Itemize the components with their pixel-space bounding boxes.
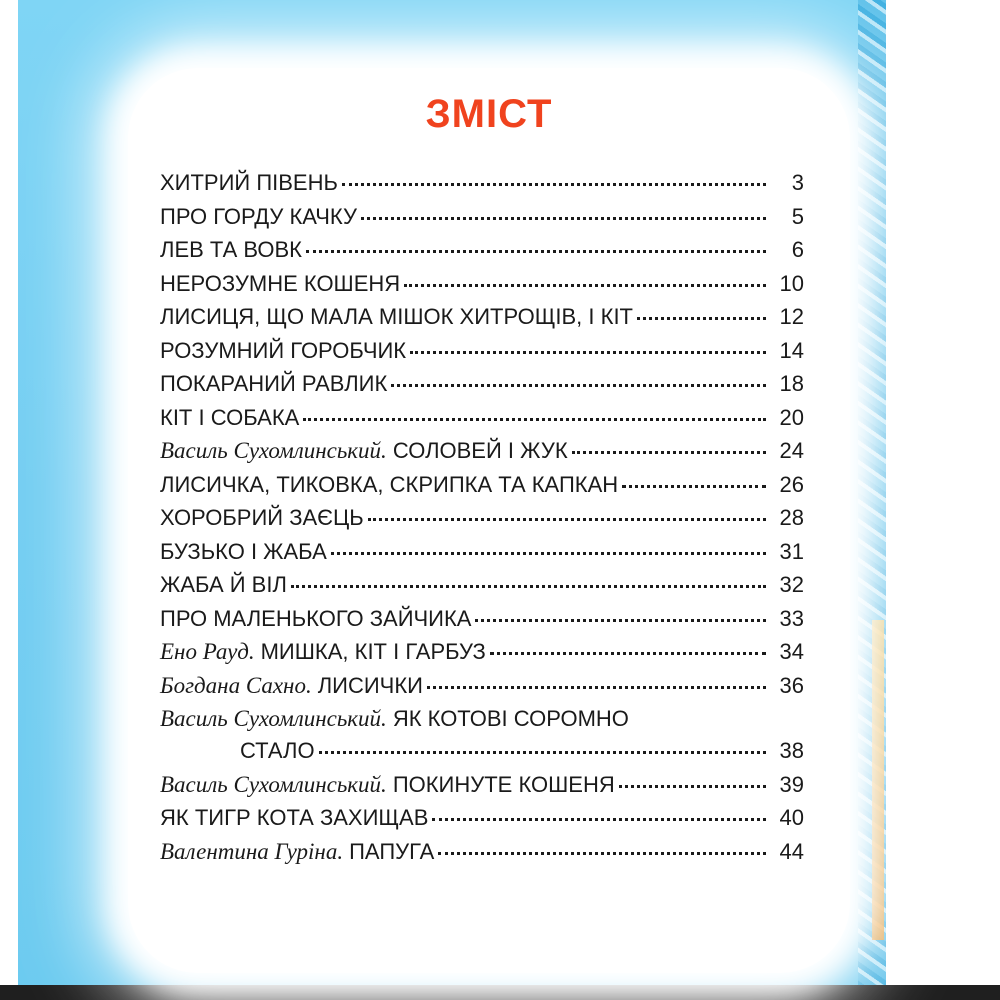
toc-entry-page: 33 [779,605,804,631]
toc-entry-title: ПРО ГОРДУ КАЧКУ [160,203,357,229]
toc-entry-author: Василь Сухомлинський. [160,438,387,463]
toc-entry[interactable] [160,505,804,539]
toc-entry-page: 18 [779,371,804,396]
toc-entry-title-cont: СТАЛО [240,738,315,763]
page-bottom-edge [0,985,1000,1000]
toc-entry-title: ХОРОБРИЙ ЗАЄЦЬ [160,505,364,530]
toc-entry-page: 26 [779,471,804,497]
dot-leader [490,652,766,655]
toc-entry-title: ЛИСИЧКА, ТИКОВКА, СКРИПКА ТА КАПКАН [160,471,619,497]
toc-entry[interactable] [160,304,804,338]
toc-entry-title: РОЗУМНИЙ ГОРОБЧИК [160,337,407,363]
toc-entry[interactable] [160,772,804,806]
toc-entry[interactable] [160,839,804,873]
toc-entry-page: 28 [779,505,804,530]
toc-entry-page: 20 [779,404,804,430]
toc-entry-title: МИШКА, КІТ І ГАРБУЗ [260,639,486,664]
toc-entry-author: Валентина Гуріна. [160,838,344,864]
toc-entry-title: ЯК КОТОВІ СОРОМНО [392,706,629,731]
toc-entry-page: 5 [791,203,804,229]
dot-leader [432,818,766,821]
toc-entry-title: ЖАБА Й ВІЛ [160,572,287,597]
toc-entry-title: ХИТРИЙ ПІВЕНЬ [160,170,338,195]
toc-entry[interactable] [160,438,804,472]
toc-entry-title: БУЗЬКО І ЖАБА [160,538,327,564]
toc-entry[interactable] [160,805,804,839]
page-title: ЗМІСТ [425,92,553,136]
dot-leader [303,418,766,421]
dot-leader [427,686,766,689]
toc-entry[interactable] [160,606,804,640]
dot-leader [572,451,766,454]
dot-leader [361,217,766,220]
toc-entry-page: 44 [779,838,804,864]
toc-entry[interactable] [160,572,804,606]
dot-leader [622,485,766,488]
toc-entry-page: 3 [791,170,804,195]
toc-entry-title: ПОКИНУТЕ КОШЕНЯ [392,771,615,797]
toc-entry-author: Ено Рауд. [160,639,255,664]
toc-entry-page: 12 [779,304,804,329]
toc-entry-page: 34 [779,639,804,664]
toc-entry[interactable] [160,237,804,271]
toc-entry-title: ПРО МАЛЕНЬКОГО ЗАЙЧИКА [160,605,472,631]
toc-entry-author: Василь Сухомлинський. [160,771,387,797]
dot-leader [331,552,766,555]
toc-entry-title: ПАПУГА [349,838,435,864]
toc-entry-page: 10 [779,270,804,296]
dot-leader [619,785,766,788]
toc-entry[interactable] [160,204,804,238]
toc-entry-page: 36 [779,672,804,698]
toc-entry[interactable] [160,706,804,738]
toc-entry-continuation[interactable] [160,738,804,772]
dot-leader [391,384,766,387]
table-of-contents [160,170,804,872]
toc-entry-page: 24 [779,438,804,463]
toc-entry-title: ЛИСИЧКИ [317,672,423,698]
toc-entry[interactable] [160,405,804,439]
toc-entry-page: 32 [779,572,804,597]
toc-entry[interactable] [160,539,804,573]
toc-entry-title: ПОКАРАНИЙ РАВЛИК [160,371,388,396]
dot-leader [410,351,766,354]
toc-entry-page: 39 [779,771,804,797]
dot-leader [438,852,766,855]
toc-entry-title: ЛЕВ ТА ВОВК [160,237,302,262]
toc-entry-page: 31 [779,538,804,564]
toc-entry-page: 40 [779,805,804,830]
dot-leader [342,183,766,186]
toc-entry-title: НЕРОЗУМНЕ КОШЕНЯ [160,270,401,296]
toc-entry[interactable] [160,673,804,707]
toc-entry[interactable] [160,472,804,506]
dot-leader [475,619,766,622]
toc-entry-page: 14 [779,337,804,363]
toc-entry-title: СОЛОВЕЙ І ЖУК [392,438,568,463]
toc-entry-author: Богдана Сахно. [160,672,312,698]
dot-leader [637,317,766,320]
toc-entry-title: КІТ І СОБАКА [160,404,300,430]
toc-entry-page: 6 [791,237,804,262]
toc-entry-title: ЯК ТИГР КОТА ЗАХИЩАВ [160,805,429,830]
toc-entry[interactable] [160,338,804,372]
toc-entry-author: Василь Сухомлинський. [160,706,387,731]
dot-leader [319,751,766,754]
toc-entry[interactable] [160,639,804,673]
toc-entry-page: 38 [779,738,804,763]
toc-entry[interactable] [160,170,804,204]
toc-entry[interactable] [160,371,804,405]
dot-leader [291,585,766,588]
toc-entry[interactable] [160,271,804,305]
dot-leader [306,250,766,253]
toc-entry-title: ЛИСИЦЯ, ЩО МАЛА МІШОК ХИТРОЩІВ, І КІТ [160,304,633,329]
dot-leader [404,284,766,287]
dot-leader [368,518,766,521]
orange-edge-strip [872,620,884,940]
